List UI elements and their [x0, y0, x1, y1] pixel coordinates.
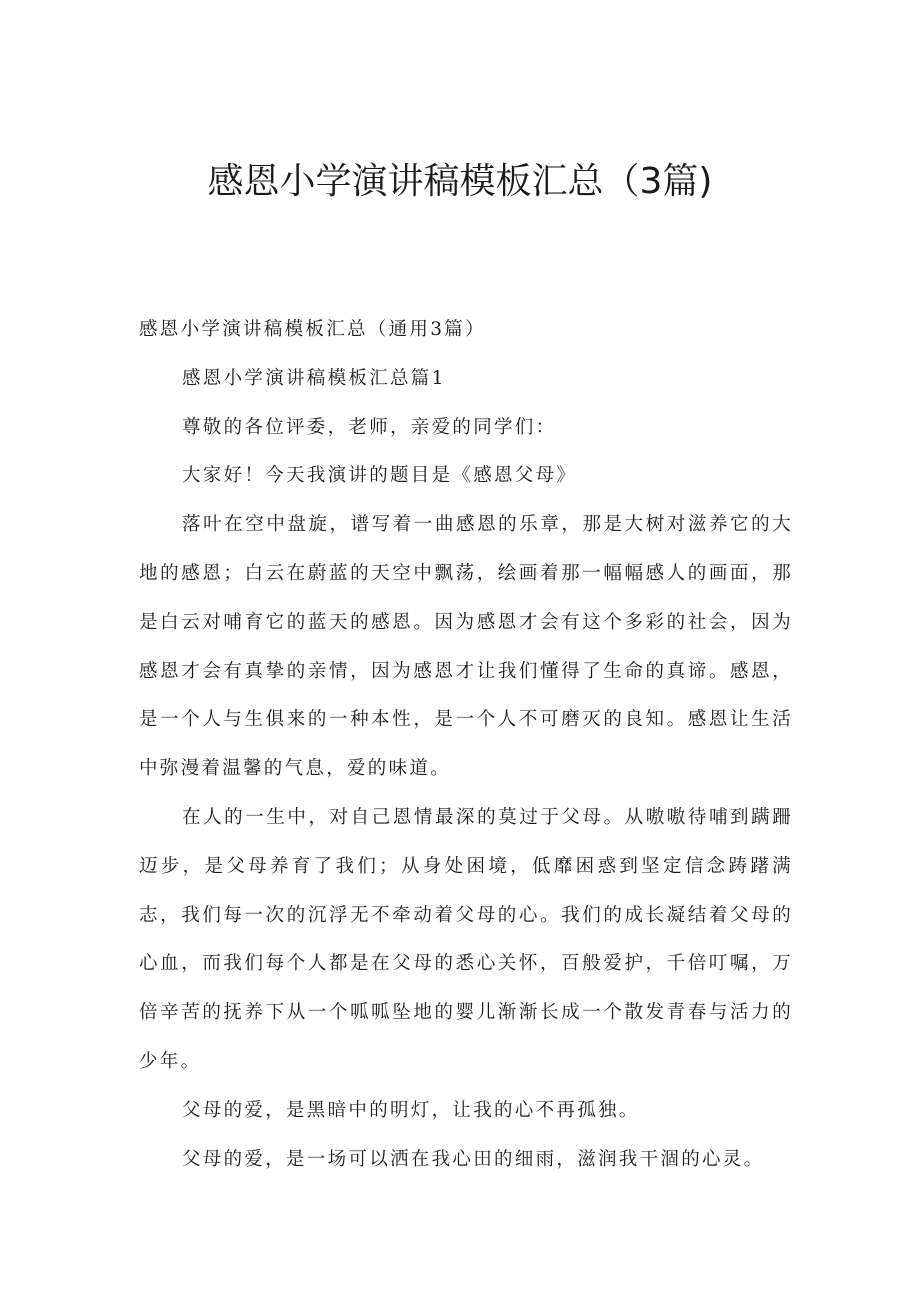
body-paragraph: 落叶在空中盘旋，谱写着一曲感恩的乐章，那是大树对滋养它的大地的感恩；白云在蔚蓝的天空中飘荡，绘画着那一幅幅感人的画面，那是白云对哺育它的蓝天的感恩。因为感恩才会有这个多彩的社会，因为感恩才会有真挚的亲情，因为感恩才让我们懂得了生命的真谛。感恩，是一个人与生俱来的一种本性，是一个人不可磨灭的良知。感恩让生活中弥漫着温馨的气息，爱的味道。 [139, 514, 793, 780]
body-paragraph: 在人的一生中，对自己恩情最深的莫过于父母。从嗷嗷待哺到蹒跚迈步，是父母养育了我们；从身处困境，低靡困惑到坚定信念踌躇满志，我们每一次的沉浮无不牵动着父母的心。我们的成长凝结着父母的心血，而我们每个人都是在父母的悉心关怀，百般爱护，千倍叮嘱，万倍辛苦的抚养下从一个呱呱坠地的婴儿渐渐长成一个散发青春与活力的少年。 [139, 806, 793, 1072]
body-paragraph: 父母的爱，是一场可以洒在我心田的细雨，滋润我干涸的心灵。 [182, 1148, 765, 1170]
document-body [139, 306, 793, 1184]
section-heading: 感恩小学演讲稿模板汇总篇1 [182, 367, 446, 389]
document-title: 感恩小学演讲稿模板汇总（3篇) [207, 161, 713, 202]
subtitle-paragraph: 感恩小学演讲稿模板汇总（通用3篇） [139, 319, 486, 340]
greeting-paragraph: 大家好！今天我演讲的题目是《感恩父母》 [182, 465, 578, 487]
salutation-paragraph: 尊敬的各位评委，老师，亲爱的同学们： [182, 416, 557, 438]
body-paragraph: 父母的爱，是黑暗中的明灯，让我的心不再孤独。 [182, 1099, 640, 1121]
